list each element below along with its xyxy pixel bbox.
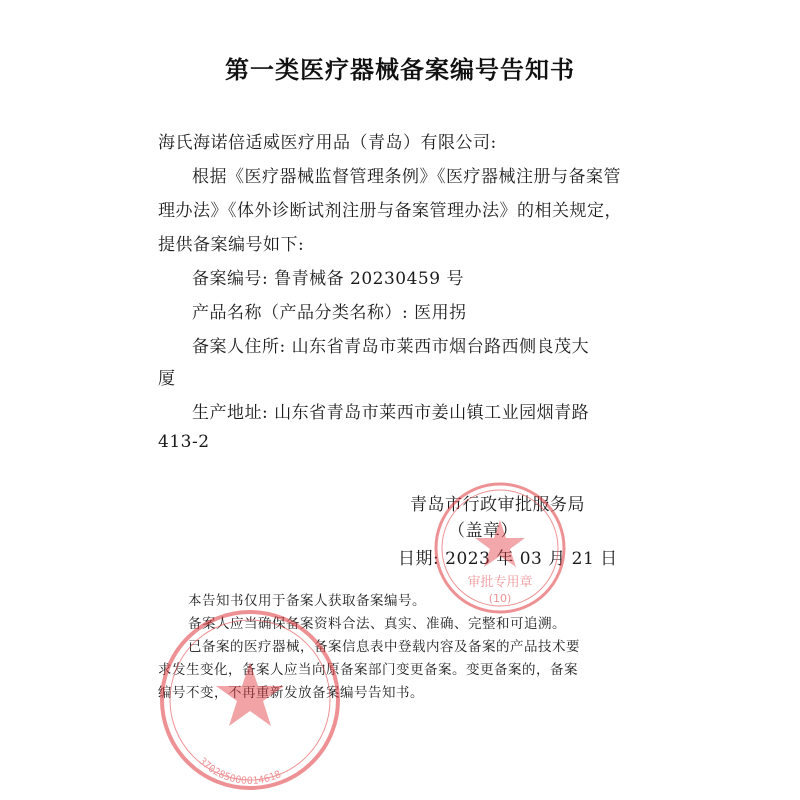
record-number: 备案编号: 鲁青械备 20230459 号 xyxy=(192,269,464,289)
filer-address-line-2: 厦 xyxy=(158,369,176,389)
company-stamp-code: 370285000014618 xyxy=(196,755,283,787)
intro-line-1: 根据《医疗器械监督管理条例》《医疗器械注册与备案管 xyxy=(192,167,621,187)
product-name: 产品名称（产品分类名称）: 医用拐 xyxy=(192,303,467,323)
note-1: 本告知书仅用于备案人获取备案编号。 xyxy=(188,593,426,609)
stamp-code-text: (10) xyxy=(488,592,512,605)
note-4: 求发生变化，备案人应当向原备案部门变更备案。变更备案的，备案 xyxy=(158,662,578,678)
issue-date: 日期: 2023 年 03 月 21 日 xyxy=(398,549,618,569)
issuer-name: 青岛市行政审批服务局 xyxy=(410,495,585,515)
note-5: 编号不变，不再重新发放备案编号告知书。 xyxy=(158,685,424,701)
note-3: 已备案的医疗器械，备案信息表中登载内容及备案的产品技术要 xyxy=(188,639,580,655)
production-address-line-2: 413-2 xyxy=(158,432,210,452)
intro-line-3: 提供备案编号如下: xyxy=(158,235,305,255)
production-address-line-1: 生产地址: 山东省青岛市莱西市姜山镇工业园烟青路 xyxy=(192,403,590,423)
filer-address-line-1: 备案人住所: 山东省青岛市莱西市烟台路西侧良茂大 xyxy=(192,337,590,357)
seal-label: （盖章） xyxy=(448,521,518,541)
document-title: 第一类医疗器械备案编号告知书 xyxy=(225,56,575,84)
intro-line-2: 理办法》《体外诊断试剂注册与备案管理办法》的相关规定， xyxy=(158,201,622,221)
svg-text:370285000014618 xyxy=(196,756,283,787)
stamp-label-text: 审批专用章 xyxy=(467,575,533,590)
recipient-line: 海氏海诺倍适威医疗用品（青岛）有限公司: xyxy=(158,133,497,153)
note-2: 备案人应当确保备案资料合法、真实、准确、完整和可追溯。 xyxy=(188,616,566,632)
